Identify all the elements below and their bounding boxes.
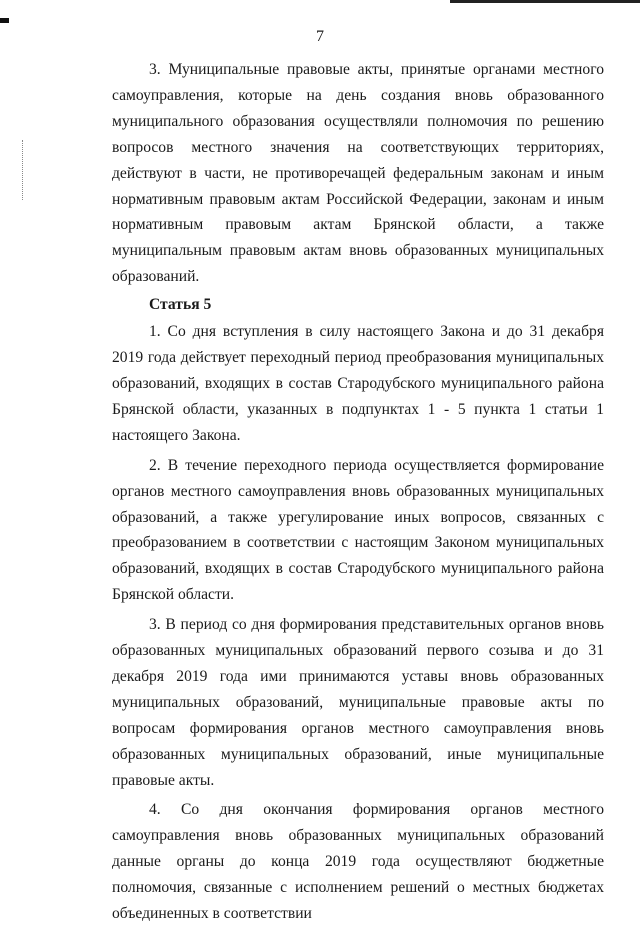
paragraph-article5-item2: 2. В течение переходного периода осуществляется формирование органов местного самоуправления вновь образованных муниципальных образований, а также урегулирование иных вопросов, связанных с преобразованием в соответствии с настоящим Законом муниципальных образований, входящих в состав Стародубского муниципального района Брянской области. [112,456,604,604]
paragraph-article5-item4: 4. Со дня окончания формирования органов местного самоуправления вновь образованных муниципальных образований данные органы до конца 2019 года осуществляют бюджетные полномочия, связанные с исполнением решений о местных бюджетах объединенных в соответствии [112,801,604,923]
page-number: 7 [316,28,324,45]
document-body [112,57,604,927]
article-heading: Статья 5 [149,296,212,314]
scan-artifact [22,140,25,200]
paragraph-article5-item3: 3. В период со дня формирования представительных органов вновь образованных муниципальных образований первого созыва и до 31 декабря 2019 года ими принимаются уставы вновь образованных муниципальных образований, муниципальные правовые акты по вопросам формирования органов местного самоуправления вновь образованных муниципальных образований, иные муниципальные правовые акты. [112,616,604,789]
scan-edge-top [450,0,640,3]
paragraph-article4-item3: 3. Муниципальные правовые акты, принятые органами местного самоуправления, которые на день создания вновь образованного муниципального образования осуществляли полномочия по решению вопросов местного значения на соответствующих территориях, действуют в части, не противоречащей федеральным законам и иным нормативным правовым актам Российской Федерации, законам и иным нормативным правовым актам Брянской области, а также муниципальным правовым актам вновь образованных муниципальных образований. [112,61,604,286]
paragraph-article5-item1: 1. Со дня вступления в силу настоящего Закона и до 31 декабря 2019 года действует переходный период преобразования муниципальных образований, входящих в состав Стародубского муниципального района Брянской области, указанных в подпунктах 1 - 5 пункта 1 статьи 1 настоящего Закона. [112,323,604,444]
scan-mark [0,18,9,23]
